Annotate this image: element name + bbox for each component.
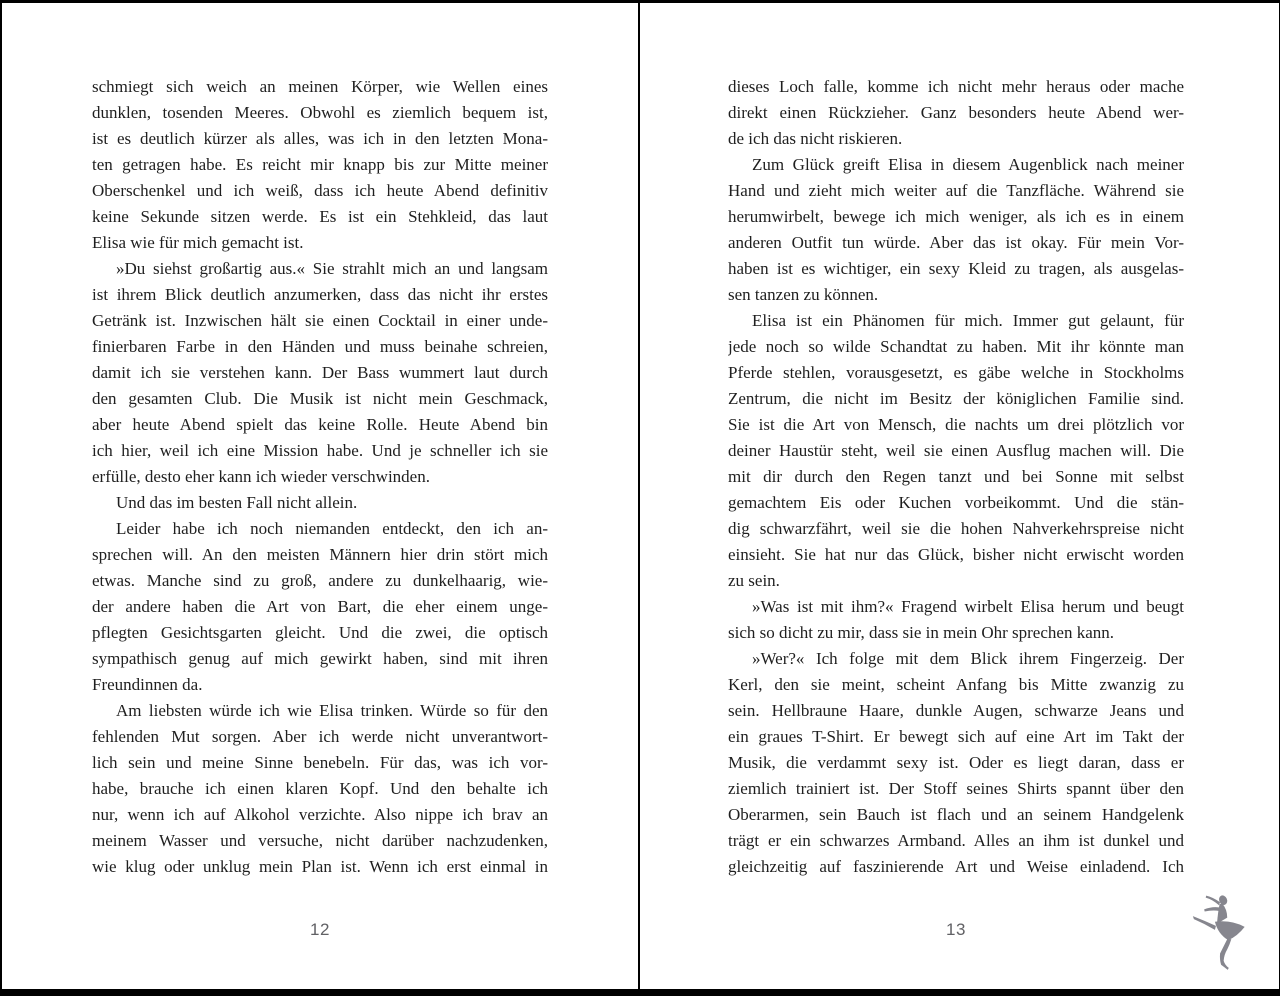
- text-line: jede noch so wilde Schandtat zu haben. Mit ihr könnte man: [728, 337, 1184, 356]
- paragraph: [92, 698, 548, 880]
- paragraph: [728, 74, 1184, 152]
- text-line: der andere haben die Art von Bart, die eher einem unge-: [92, 597, 548, 616]
- text-line: zu sein.: [728, 571, 780, 590]
- text-line: ist es deutlich kürzer als alles, was ich in den letzten Mona-: [92, 129, 548, 148]
- text-line: sich so dicht zu mir, dass sie in mein Ohr sprechen kann.: [728, 623, 1114, 642]
- text-line: de ich das nicht riskieren.: [728, 129, 903, 148]
- text-line: Hand und zieht mich weiter auf die Tanzfläche. Während sie: [728, 181, 1184, 200]
- text-line: gemachtem Eis oder Kuchen vorbeikommt. Und die stän-: [728, 493, 1184, 512]
- text-line: nur, wenn ich auf Alkohol verzichte. Also nippe ich brav an: [92, 805, 548, 824]
- text-line: Elisa wie für mich gemacht ist.: [92, 233, 304, 252]
- text-line: mit dir durch den Regen tanzt und bei Sonne mit selbst: [728, 467, 1184, 486]
- text-line: erfülle, desto eher kann ich wieder verschwinden.: [92, 467, 430, 486]
- page-number-right: 13: [946, 920, 966, 939]
- text-line: gleichzeitig auf faszinierende Art und Weise einladend. Ich: [728, 857, 1184, 876]
- text-line: »Was ist mit ihm?« Fragend wirbelt Elisa herum und beugt: [752, 597, 1184, 616]
- text-line: direkt einen Rückzieher. Ganz besonders heute Abend wer-: [728, 103, 1184, 122]
- text-line: ich hier, weil ich eine Mission habe. Und je schneller ich sie: [92, 441, 548, 460]
- text-line: Pferde stehlen, vorausgesetzt, es gäbe welche in Stockholms: [728, 363, 1184, 382]
- text-line: dieses Loch falle, komme ich nicht mehr heraus oder mache: [728, 77, 1184, 96]
- text-line: pflegten Gesichtsgarten gleicht. Und die zwei, die optisch: [92, 623, 548, 642]
- text-line: sympathisch genug auf mich gewirkt haben, sind mit ihren: [92, 649, 548, 668]
- paragraph: [728, 152, 1184, 308]
- page-right-text: [728, 74, 1184, 880]
- text-line: Am liebsten würde ich wie Elisa trinken. Würde so für den: [116, 701, 548, 720]
- page-left-text: [92, 74, 548, 880]
- text-line: trägt er ein schwarzes Armband. Alles an ihm ist dunkel und: [728, 831, 1184, 850]
- text-line: einsieht. Sie hat nur das Glück, bisher nicht erwischt worden: [728, 545, 1184, 564]
- text-line: schmiegt sich weich an meinen Körper, wie Wellen eines: [92, 77, 548, 96]
- text-line: meinem Wasser und versuche, nicht darüber nachzudenken,: [92, 831, 548, 850]
- text-line: finierbaren Farbe in den Händen und muss beinahe schreien,: [92, 337, 548, 356]
- text-line: Oberschenkel und ich weiß, dass ich heute Abend definitiv: [92, 181, 548, 200]
- text-line: Sie ist die Art von Mensch, die nachts um drei plötzlich vor: [728, 415, 1184, 434]
- paragraph: [728, 594, 1184, 646]
- text-line: Zum Glück greift Elisa in diesem Augenblick nach meiner: [752, 155, 1184, 174]
- text-line: »Wer?« Ich folge mit dem Blick ihrem Fingerzeig. Der: [752, 649, 1184, 668]
- paragraph: [728, 646, 1184, 880]
- text-line: Kerl, den sie meint, scheint Anfang bis Mitte zwanzig zu: [728, 675, 1184, 694]
- text-line: herumwirbelt, bewege ich mich weniger, als ich es in einem: [728, 207, 1184, 226]
- text-line: aber heute Abend spielt das keine Rolle. Heute Abend bin: [92, 415, 548, 434]
- text-line: anderen Outfit tun würde. Aber das ist okay. Für mein Vor-: [728, 233, 1184, 252]
- text-line: fehlenden Mut sorgen. Aber ich werde nicht unverantwort-: [92, 727, 548, 746]
- text-line: etwas. Manche sind zu groß, andere zu dunkelhaarig, wie-: [92, 571, 548, 590]
- ballerina-icon: [1190, 893, 1246, 973]
- text-line: ist ihrem Blick deutlich anzumerken, dass das nicht ihr erstes: [92, 285, 548, 304]
- paragraph: [728, 308, 1184, 594]
- text-line: ein graues T-Shirt. Er bewegt sich auf eine Art im Takt der: [728, 727, 1184, 746]
- ballerina-glyph: [1193, 894, 1245, 970]
- text-line: ziemlich trainiert ist. Der Stoff seines Shirts spannt über den: [728, 779, 1184, 798]
- text-line: lich sein und meine Sinne benebeln. Für das, was ich vor-: [92, 753, 548, 772]
- text-line: Und das im besten Fall nicht allein.: [116, 493, 358, 512]
- paragraph: [92, 516, 548, 698]
- text-line: dunklen, tosenden Meeres. Obwohl es ziemlich bequem ist,: [92, 103, 548, 122]
- text-line: deiner Haustür steht, weil sie einen Ausflug machen will. Die: [728, 441, 1184, 460]
- paragraph: [92, 490, 548, 516]
- text-line: »Du siehst großartig aus.« Sie strahlt mich an und langsam: [116, 259, 548, 278]
- text-line: sein. Hellbraune Haare, dunkle Augen, schwarze Jeans und: [728, 701, 1184, 720]
- text-line: Musik, die verdammt sexy ist. Oder es liegt daran, dass er: [728, 753, 1184, 772]
- page-divider: [638, 0, 640, 996]
- text-line: Leider habe ich noch niemanden entdeckt, den ich an-: [116, 519, 548, 538]
- text-line: sen tanzen zu können.: [728, 285, 879, 304]
- text-line: ten getragen habe. Es reicht mir knapp bis zur Mitte meiner: [92, 155, 548, 174]
- text-line: damit ich sie verstehen kann. Der Bass wummert laut durch: [92, 363, 548, 382]
- text-line: haben ist es wichtiger, ein sexy Kleid zu tragen, als ausgelas-: [728, 259, 1184, 278]
- text-line: den gesamten Club. Die Musik ist nicht mein Geschmack,: [92, 389, 548, 408]
- text-line: Freundinnen da.: [92, 675, 203, 694]
- text-line: dig schwarzfährt, weil sie die hohen Nahverkehrspreise nicht: [728, 519, 1184, 538]
- paragraph: [92, 256, 548, 490]
- text-line: Oberarmen, sein Bauch ist flach und an seinem Handgelenk: [728, 805, 1184, 824]
- page-number-left: 12: [310, 920, 330, 939]
- text-line: wie klug oder unklug mein Plan ist. Wenn ich erst einmal in: [92, 857, 548, 876]
- text-line: Elisa ist ein Phänomen für mich. Immer gut gelaunt, für: [752, 311, 1184, 330]
- text-line: habe, brauche ich einen klaren Kopf. Und den behalte ich: [92, 779, 548, 798]
- text-line: Getränk ist. Inzwischen hält sie einen Cocktail in einer unde-: [92, 311, 548, 330]
- paragraph: [92, 74, 548, 256]
- text-line: Zentrum, die nicht im Besitz der königlichen Familie sind.: [728, 389, 1184, 408]
- text-line: sprechen will. An den meisten Männern hier drin stört mich: [92, 545, 548, 564]
- text-line: keine Sekunde sitzen werde. Es ist ein Stehkleid, das laut: [92, 207, 548, 226]
